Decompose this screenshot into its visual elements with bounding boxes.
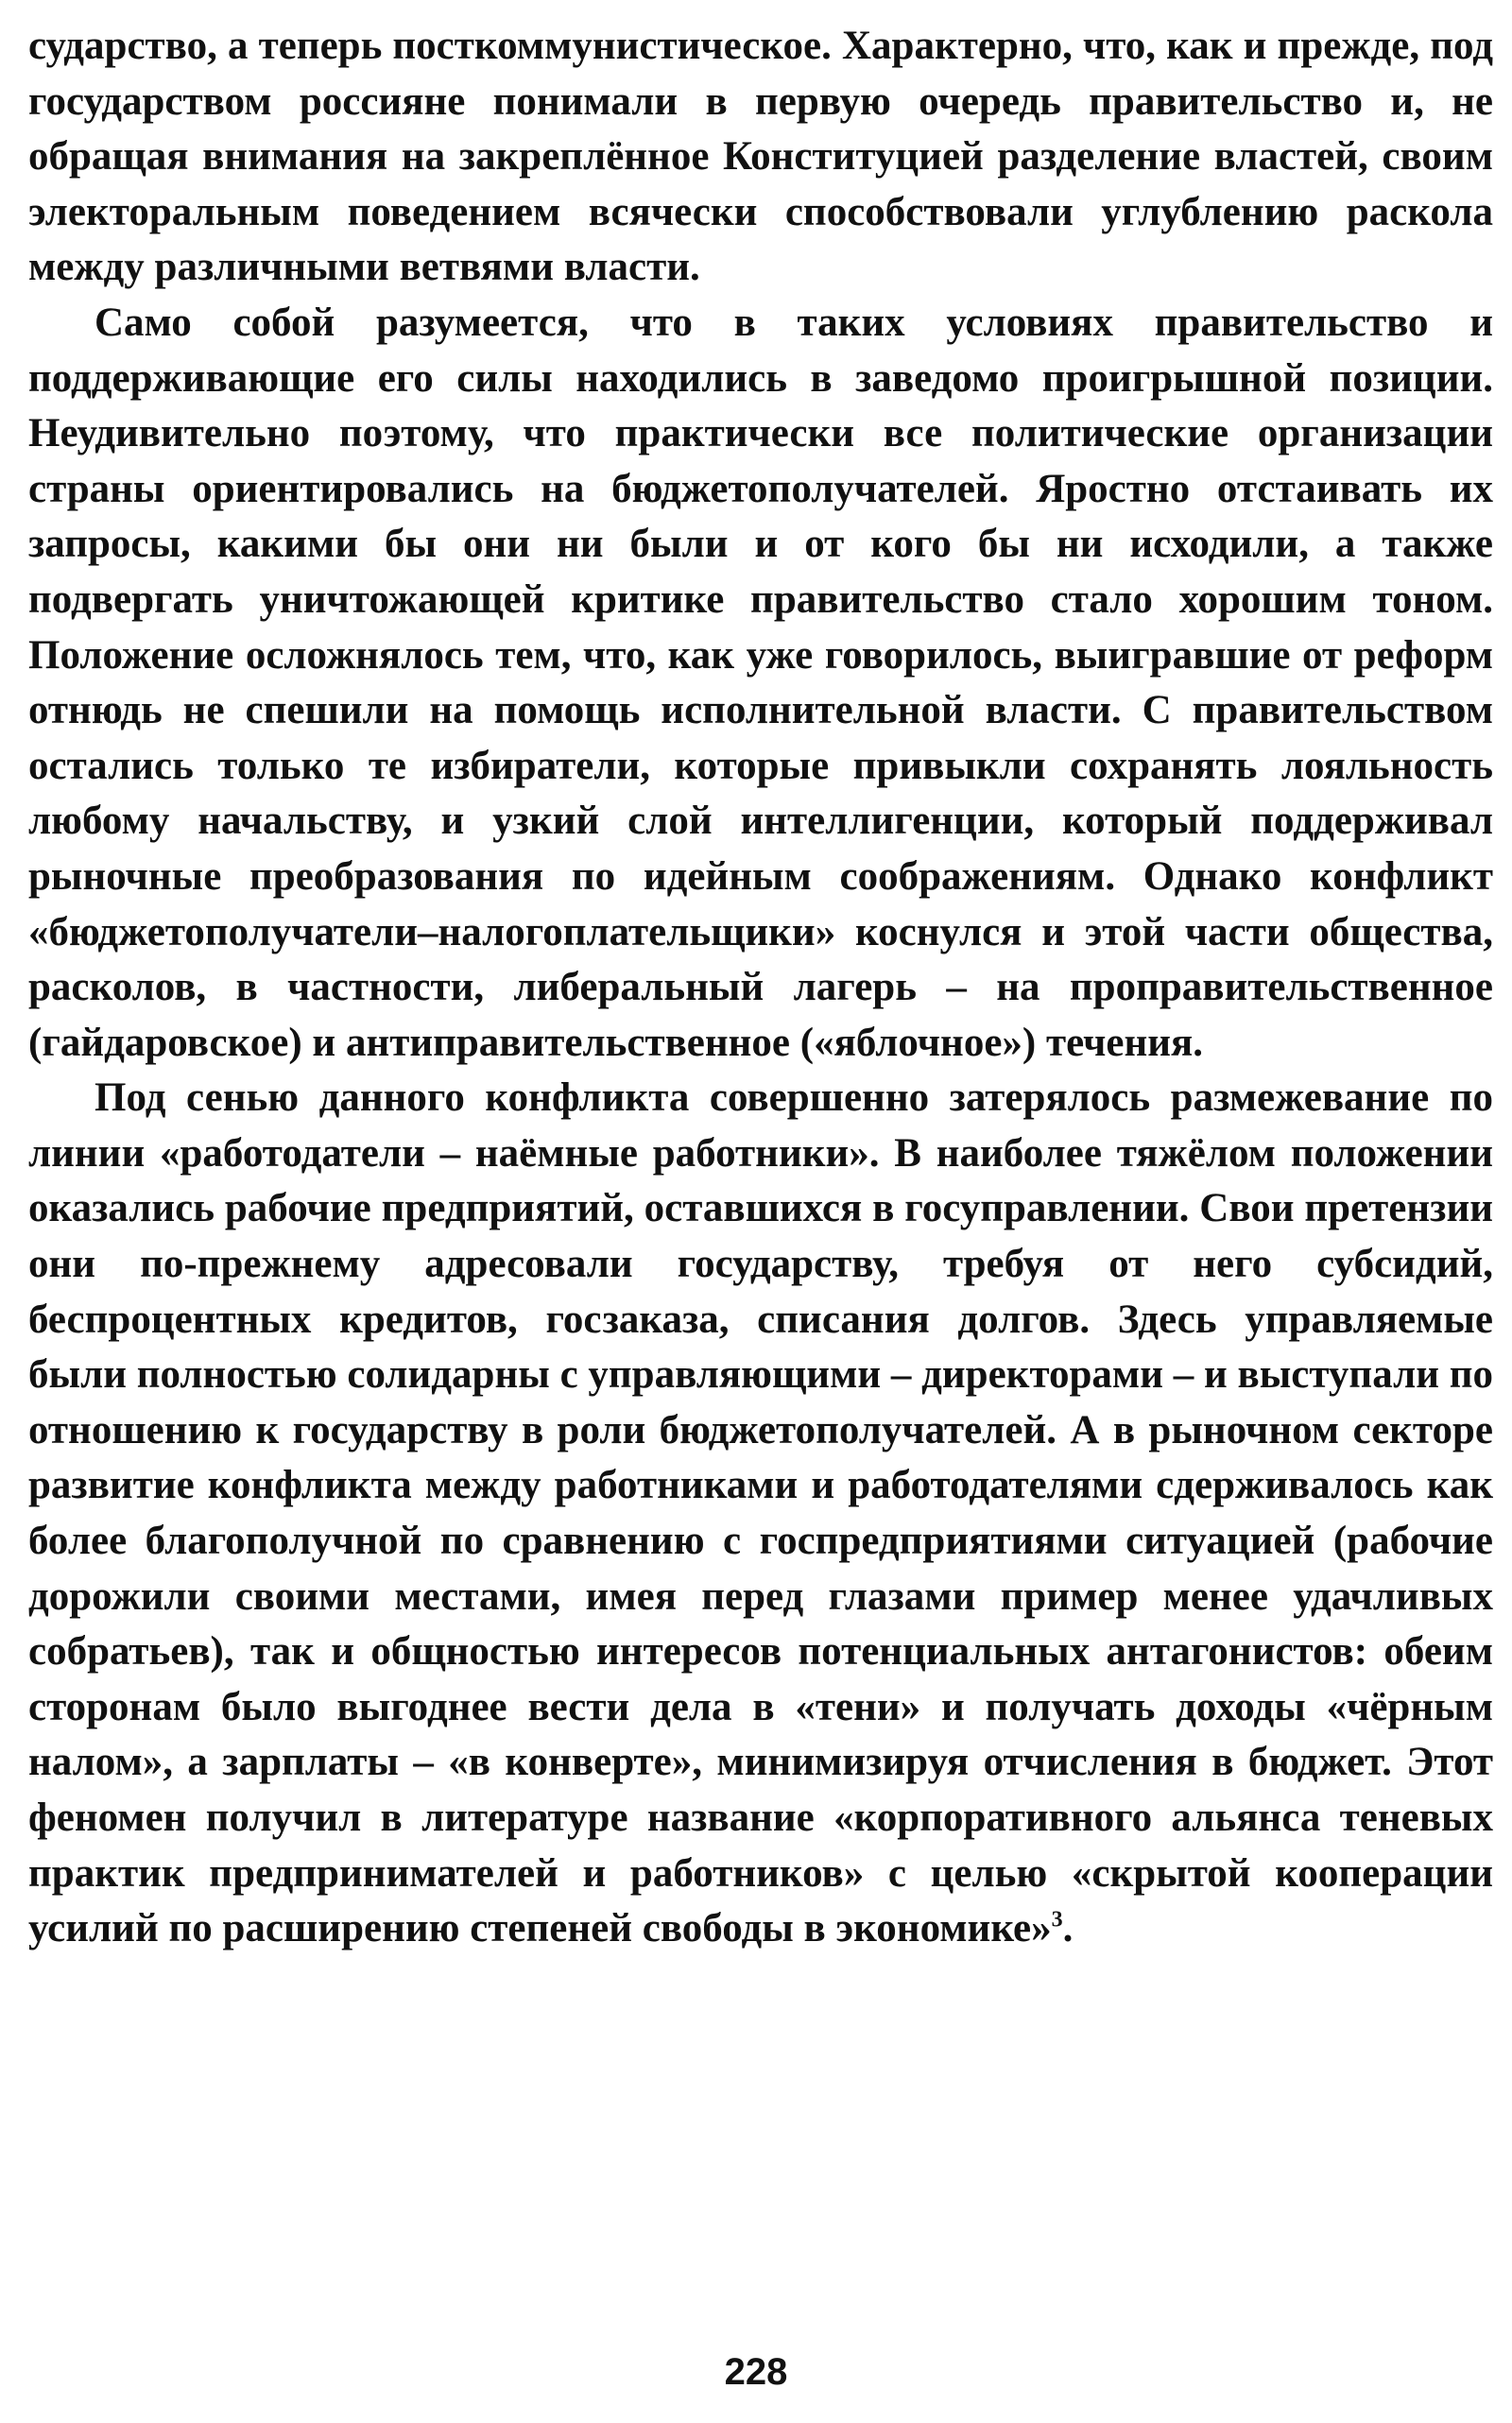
page-number: 228 — [724, 2351, 788, 2393]
paragraph-2: Само собой разумеется, что в таких условиях правительство и поддерживающие его силы находились в заведомо проигрышной позиции. Неудивительно поэтому, что практически все политические организации страны ориентировались на бюджетополучателей. Яростно отстаивать их запросы, какими бы они ни были и от кого бы ни исходили, а также подвергать уничтожающей критике правительство стало хорошим тоном. Положение осложнялось тем, что, как уже говорилось, выигравшие от реформ отнюдь не спешили на помощь исполнительной власти. С правительством остались только те избиратели, которые привыкли сохранять лояльность любому начальству, и узкий слой интеллигенции, который поддерживал рыночные преобразования по идейным соображениям. Однако конфликт «бюджетополучатели–налогоплательщики» коснулся и этой части общества, расколов, в частности, либеральный лагерь – на проправительственное (гайдаровское) и антиправительственное («яблочное») течения. — [28, 300, 1493, 1065]
paragraph-1: сударство, а теперь посткоммунистическое. Характерно, что, как и прежде, под государством россияне понимали в первую очередь правительство и, не обращая внимания на закреплённое Конституцией разделение властей, своим электоральным поведением всячески способствовали углублению раскола между различными ветвями власти. — [28, 24, 1493, 290]
paragraph-3-text: Под сенью данного конфликта совершенно затерялось размежевание по линии «работодатели – наёмные работники». В наиболее тяжёлом положении оказались рабочие предприятий, оставшихся в госуправлении. Свои претензии они по-прежнему адресовали государству, требуя от него субсидий, беспроцентных кредитов, госзаказа, списания долгов. Здесь управляемые были полностью солидарны с управляющими – директорами – и выступали по отношению к государству в роли бюджетополучателей. А в рыночном секторе развитие конфликта между работниками и работодателями сдерживалось как более благополучной по сравнению с госпредприятиями ситуацией (рабочие дорожили своими местами, имея перед глазами пример менее удачливых собратьев), так и общностью интересов потенциальных антагонистов: обеим сторонам было выгоднее вести дела в «тени» и получать доходы «чёрным налом», а зарплаты – «в конверте», минимизируя отчисления в бюджет. Этот феномен получил в литературе название «корпоративного альянса теневых практик предпринимателей и работников» с целью «скрытой кооперации усилий по расширению степеней свободы в экономике» — [28, 1075, 1494, 1951]
paragraph-3 — [28, 1071, 1493, 1957]
document-page — [28, 19, 1493, 1957]
paragraph-3-trailing-punctuation: . — [1062, 1906, 1074, 1951]
footnote-reference: 3 — [1051, 1907, 1063, 1933]
